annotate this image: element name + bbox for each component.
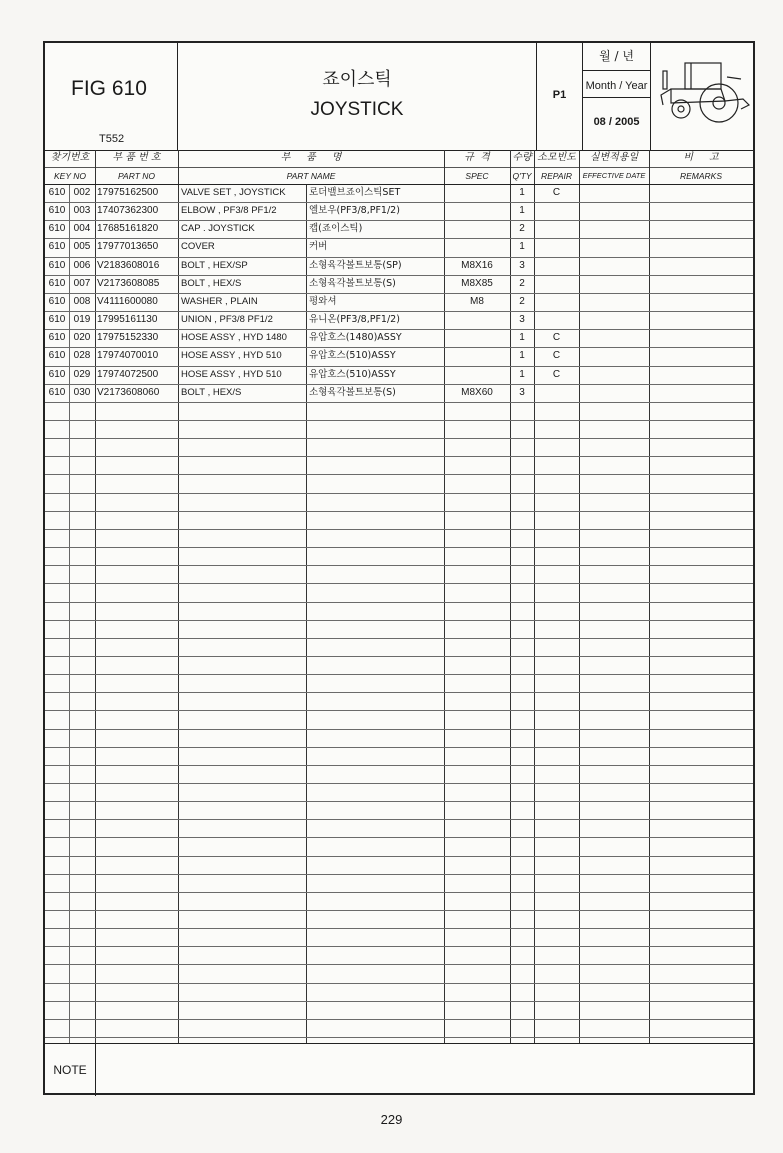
cell-fig: 610 — [48, 277, 66, 289]
tractor-icon — [651, 43, 751, 147]
note-area — [45, 1043, 753, 1096]
cell-fig: 610 — [48, 332, 66, 344]
cell-name-en: UNION , PF3/8 PF1/2 — [181, 314, 273, 325]
cell-key: 020 — [73, 332, 91, 344]
row-divider — [45, 747, 753, 748]
cell-name-kr: 엘보우(PF3/8,PF1/2) — [309, 205, 400, 217]
col-part-name-kr: 부 품 명 — [178, 150, 444, 168]
cell-qty: 1 — [519, 241, 525, 253]
cell-name-en: ELBOW , PF3/8 PF1/2 — [181, 205, 277, 217]
cell-name-en: WASHER , PLAIN — [181, 295, 258, 307]
cell-name-kr: 커버 — [309, 241, 328, 253]
cell-key: 002 — [73, 187, 91, 198]
row-divider — [45, 892, 753, 893]
cell-name-kr: 유압호스(510)ASSY — [309, 368, 396, 380]
cell-name-kr: 로더밸브죠이스틱SET — [309, 187, 401, 198]
cell-part-no: 17975162500 — [97, 187, 159, 198]
cell-part-no: 17685161820 — [97, 223, 159, 235]
cell-key: 006 — [73, 259, 91, 271]
row-divider — [45, 819, 753, 820]
row-divider — [45, 856, 753, 857]
cell-name-en: VALVE SET , JOYSTICK — [181, 187, 286, 198]
col-part-name-en: PART NAME — [286, 171, 336, 181]
row-divider — [45, 874, 753, 875]
title-korean: 죠이스틱 — [322, 69, 392, 90]
cell-name-kr: 유니온(PF3/8,PF1/2) — [309, 314, 400, 325]
cell-fig: 610 — [48, 187, 66, 198]
row-divider — [45, 674, 753, 675]
col-effective-date — [579, 150, 649, 184]
cell-repair: C — [552, 350, 561, 362]
model-code: T552 — [99, 133, 125, 145]
row-divider — [45, 602, 753, 603]
row-divider — [45, 565, 753, 566]
cell-repair: C — [552, 332, 561, 344]
date-label-en: Month / Year — [583, 70, 650, 98]
col-remarks-en: REMARKS — [679, 171, 723, 181]
row-divider — [45, 729, 753, 730]
col-spec — [444, 150, 510, 184]
col-remarks-kr: 비 고 — [649, 150, 753, 168]
cell-name-kr: 소형육각볼트보통(S) — [309, 277, 396, 289]
cell-name-en: COVER — [181, 241, 215, 253]
cell-fig: 610 — [48, 314, 66, 325]
sheet-header — [45, 43, 753, 151]
cell-part-no: 17974072500 — [97, 368, 159, 380]
note-label: NOTE — [45, 1044, 96, 1096]
date-label-kr: 월 / 년 — [583, 43, 650, 71]
page-cell — [537, 43, 583, 150]
cell-part-no: V2173608060 — [97, 386, 160, 398]
cell-key: 019 — [73, 314, 91, 325]
cell-repair: C — [552, 187, 561, 198]
tractor-illustration — [651, 43, 753, 150]
cell-name-kr: 유압호스(1480)ASSY — [309, 332, 402, 344]
col-part-name — [178, 150, 444, 184]
cell-qty: 2 — [519, 223, 525, 235]
row-divider — [45, 946, 753, 947]
row-divider — [45, 837, 753, 838]
date-cell — [583, 43, 651, 150]
col-spec-kr: 규 격 — [444, 150, 510, 168]
col-repair — [534, 150, 579, 184]
row-divider — [45, 511, 753, 512]
cell-qty: 1 — [519, 350, 525, 362]
row-divider — [45, 1001, 753, 1002]
parts-sheet — [43, 41, 755, 1095]
cell-name-en: BOLT , HEX/S — [181, 277, 242, 289]
row-divider — [45, 547, 753, 548]
col-eff-kr: 실변적용일 — [579, 150, 649, 168]
cell-qty: 3 — [519, 259, 525, 271]
row-divider — [45, 1019, 753, 1020]
cell-key: 029 — [73, 368, 91, 380]
cell-spec: M8 — [470, 295, 484, 307]
cell-qty: 3 — [519, 314, 525, 325]
row-divider — [45, 692, 753, 693]
row-divider — [45, 529, 753, 530]
cell-fig: 610 — [48, 223, 66, 235]
cell-key: 030 — [73, 386, 91, 398]
cell-key: 003 — [73, 205, 91, 217]
date-value: 08 / 2005 — [593, 116, 640, 128]
cell-name-en: HOSE ASSY , HYD 510 — [181, 350, 282, 362]
cell-name-kr: 평와셔 — [309, 295, 337, 307]
cell-qty: 2 — [519, 295, 525, 307]
page-number: 229 — [380, 1112, 403, 1127]
col-eff-en: EFFECTIVE DATE — [582, 171, 646, 180]
cell-spec: M8X16 — [461, 259, 493, 271]
row-divider — [45, 456, 753, 457]
cell-key: 028 — [73, 350, 91, 362]
cell-part-no: 17974070010 — [97, 350, 159, 362]
col-qty — [510, 150, 534, 184]
cell-fig: 610 — [48, 205, 66, 217]
column-divider — [306, 184, 307, 1043]
sheet-page: P1 — [552, 89, 567, 101]
row-divider — [45, 928, 753, 929]
cell-qty: 2 — [519, 277, 525, 289]
col-key-en: KEY NO — [54, 171, 86, 181]
cell-name-kr: 유압호스(510)ASSY — [309, 350, 396, 362]
cell-spec: M8X60 — [461, 386, 493, 398]
title-english: JOYSTICK — [310, 99, 404, 120]
fig-number: FIG 610 — [71, 77, 147, 100]
col-part-no-kr: 부 품 번 호 — [95, 150, 178, 168]
col-qty-en: Q'TY — [512, 171, 532, 181]
col-part-no — [95, 150, 178, 184]
cell-fig: 610 — [48, 368, 66, 380]
row-divider — [45, 493, 753, 494]
cell-repair: C — [552, 368, 561, 380]
row-divider — [45, 420, 753, 421]
cell-key: 004 — [73, 223, 91, 235]
cell-key: 005 — [73, 241, 91, 253]
cell-qty: 3 — [519, 386, 525, 398]
cell-qty: 1 — [519, 187, 525, 198]
col-spec-en: SPEC — [465, 171, 489, 181]
row-divider — [45, 620, 753, 621]
cell-part-no: 17995161130 — [97, 314, 158, 325]
col-repair-kr: 소모빈도 — [534, 150, 579, 168]
row-divider — [45, 765, 753, 766]
cell-key: 008 — [73, 295, 91, 307]
title-cell — [178, 43, 537, 150]
row-divider — [45, 983, 753, 984]
cell-qty: 1 — [519, 332, 525, 344]
cell-fig: 610 — [48, 241, 66, 253]
cell-name-kr: 소형육각볼트보통(SP) — [309, 259, 402, 271]
row-divider — [45, 402, 753, 403]
cell-fig: 610 — [48, 259, 66, 271]
cell-part-no: V2173608085 — [97, 277, 160, 289]
cell-name-kr: 소형육각볼트보통(S) — [309, 386, 396, 398]
cell-fig: 610 — [48, 350, 66, 362]
row-divider — [45, 438, 753, 439]
cell-qty: 1 — [519, 205, 525, 217]
cell-part-no: 17975152330 — [97, 332, 159, 344]
col-repair-en: REPAIR — [540, 171, 573, 181]
row-divider — [45, 583, 753, 584]
cell-name-kr: 캡(죠이스틱) — [309, 223, 363, 235]
cell-name-en: HOSE ASSY , HYD 1480 — [181, 332, 287, 344]
cell-part-no: 17977013650 — [97, 241, 159, 253]
row-divider — [45, 801, 753, 802]
col-key-kr: 찾기번호 — [45, 150, 95, 168]
col-part-no-en: PART NO — [118, 171, 155, 181]
cell-part-no: V4111600080 — [97, 295, 158, 307]
cell-part-no: 17407362300 — [97, 205, 159, 217]
col-key — [45, 150, 95, 184]
cell-spec: M8X85 — [461, 277, 493, 289]
cell-key: 007 — [73, 277, 91, 289]
cell-name-en: CAP . JOYSTICK — [181, 223, 255, 235]
cell-name-en: HOSE ASSY , HYD 510 — [181, 368, 282, 380]
row-divider — [45, 656, 753, 657]
row-divider — [45, 1037, 753, 1038]
row-divider — [45, 910, 753, 911]
row-divider — [45, 710, 753, 711]
fig-cell — [45, 43, 178, 150]
cell-qty: 1 — [519, 368, 525, 380]
row-divider — [45, 964, 753, 965]
cell-fig: 610 — [48, 295, 66, 307]
cell-name-en: BOLT , HEX/S — [181, 386, 242, 398]
cell-fig: 610 — [48, 386, 66, 398]
col-remarks — [649, 150, 753, 184]
row-divider — [45, 783, 753, 784]
row-divider — [45, 474, 753, 475]
cell-name-en: BOLT , HEX/SP — [181, 259, 248, 271]
col-qty-kr: 수량 — [510, 150, 534, 168]
cell-part-no: V2183608016 — [97, 259, 160, 271]
row-divider — [45, 638, 753, 639]
